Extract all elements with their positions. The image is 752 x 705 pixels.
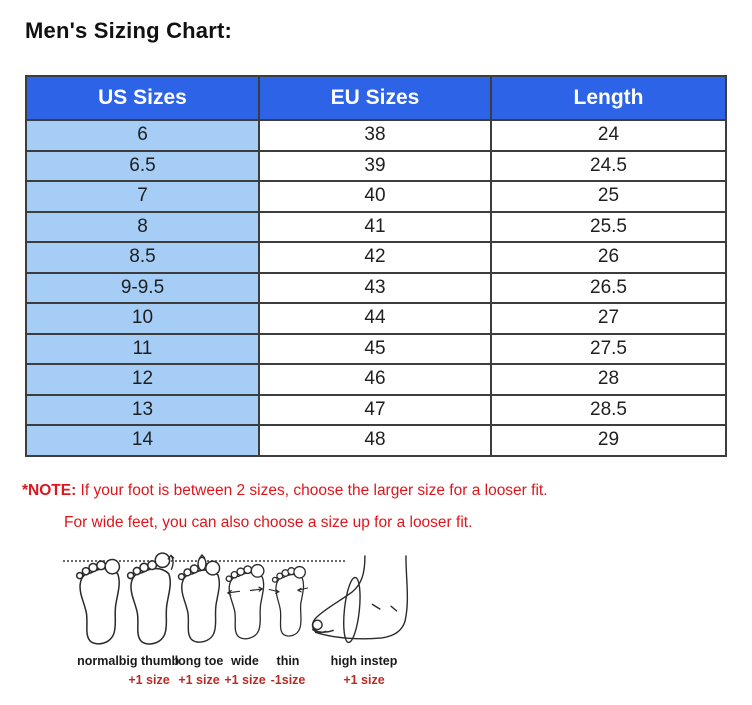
us-size-cell: 8.5 <box>26 242 259 273</box>
us-size-cell: 14 <box>26 425 259 456</box>
length-cell: 24.5 <box>491 151 726 182</box>
length-cell: 25 <box>491 181 726 212</box>
size-adjustment-label: -1size <box>270 673 306 687</box>
footprint-long-toe-icon <box>175 554 223 649</box>
table-row <box>26 212 726 243</box>
length-cell: 28 <box>491 364 726 395</box>
foot-figure-big-thumb <box>118 554 180 694</box>
eu-size-cell: 45 <box>259 334 491 365</box>
table-row <box>26 334 726 365</box>
eu-size-cell: 42 <box>259 242 491 273</box>
us-size-cell: 13 <box>26 395 259 426</box>
table-row <box>26 303 726 334</box>
note-prefix: *NOTE: <box>22 482 77 499</box>
eu-size-cell: 41 <box>259 212 491 243</box>
eu-size-cell: 44 <box>259 303 491 334</box>
size-table-body <box>26 120 726 456</box>
eu-size-cell: 43 <box>259 273 491 304</box>
length-cell: 29 <box>491 425 726 456</box>
eu-size-cell: 47 <box>259 395 491 426</box>
table-row <box>26 395 726 426</box>
us-size-cell: 10 <box>26 303 259 334</box>
table-row <box>26 364 726 395</box>
size-adjustment-label: +1 size <box>178 673 220 687</box>
length-cell: 28.5 <box>491 395 726 426</box>
foot-figure-high-instep <box>309 554 419 694</box>
eu-size-cell: 38 <box>259 120 491 151</box>
note-line-1-text: If your foot is between 2 sizes, choose the larger size for a looser fit. <box>76 482 548 499</box>
us-size-cell: 6 <box>26 120 259 151</box>
note-line-1 <box>22 481 732 500</box>
us-size-cell: 7 <box>26 181 259 212</box>
note <box>22 481 732 533</box>
foot-type-label: high instep <box>330 654 398 668</box>
table-row <box>26 120 726 151</box>
foot-type-label: normal <box>77 654 119 668</box>
foot-side-high-instep-icon <box>309 554 419 651</box>
length-cell: 25.5 <box>491 212 726 243</box>
table-row <box>26 425 726 456</box>
table-header <box>26 76 726 120</box>
footprint-wide-icon <box>223 554 267 649</box>
size-adjustment-label: +1 size <box>224 673 266 687</box>
foot-type-label: thin <box>276 654 300 668</box>
table-row <box>26 242 726 273</box>
eu-size-cell: 40 <box>259 181 491 212</box>
note-line-2: For wide feet, you can also choose a size up for a looser fit. <box>64 514 473 532</box>
foot-figure-normal <box>73 554 123 694</box>
footprint-normal-icon <box>73 554 123 649</box>
us-size-cell: 6.5 <box>26 151 259 182</box>
length-cell: 26 <box>491 242 726 273</box>
foot-type-label: big thumb <box>118 654 180 668</box>
table-row <box>26 181 726 212</box>
eu-size-cell: 48 <box>259 425 491 456</box>
footprint-big-thumb-icon <box>123 554 175 649</box>
page-title: Men's Sizing Chart: <box>25 18 233 43</box>
us-size-cell: 8 <box>26 212 259 243</box>
header-us-sizes: US Sizes <box>26 76 259 120</box>
length-cell: 24 <box>491 120 726 151</box>
header-length: Length <box>491 76 726 120</box>
foot-shape-guide <box>73 548 433 700</box>
table-row <box>26 273 726 304</box>
foot-type-label: wide <box>231 654 259 668</box>
foot-figure-thin <box>267 554 309 694</box>
sizing-table <box>25 75 727 457</box>
foot-figure-wide <box>223 554 267 694</box>
length-cell: 27.5 <box>491 334 726 365</box>
eu-size-cell: 39 <box>259 151 491 182</box>
table-row <box>26 151 726 182</box>
size-adjustment-label: +1 size <box>343 673 385 687</box>
eu-size-cell: 46 <box>259 364 491 395</box>
header-eu-sizes: EU Sizes <box>259 76 491 120</box>
us-size-cell: 11 <box>26 334 259 365</box>
us-size-cell: 9-9.5 <box>26 273 259 304</box>
us-size-cell: 12 <box>26 364 259 395</box>
size-adjustment-label: +1 size <box>128 673 170 687</box>
foot-type-label: long toe <box>174 654 224 668</box>
length-cell: 26.5 <box>491 273 726 304</box>
foot-figure-long-toe <box>175 554 223 694</box>
length-cell: 27 <box>491 303 726 334</box>
footprint-thin-icon <box>267 554 309 649</box>
